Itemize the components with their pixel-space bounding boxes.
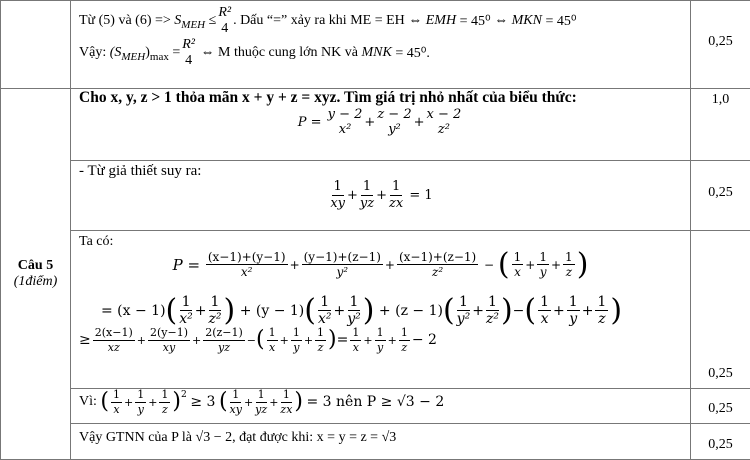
solution-cell <box>71 1 691 89</box>
numerator: 2(x−1) <box>93 327 135 341</box>
numerator: 1 <box>230 389 241 403</box>
numerator: R² <box>182 37 195 53</box>
score: 0,25 <box>691 161 750 231</box>
math: MEH <box>181 19 205 31</box>
numerator: 2(y−1) <box>148 327 190 341</box>
fraction <box>457 294 471 327</box>
score: 0,25 <box>691 231 750 389</box>
step-cell <box>71 389 691 424</box>
denominator: y <box>377 341 383 354</box>
math: + <box>364 115 375 130</box>
text: Vì: <box>79 394 97 410</box>
expression-line-1: P = $\frac{(x-1)+(y-1)}{\text{x²}}$ + $\frac{(y-1)+(z-1)}{\text{y²}}$ + $\frac{(x-1)+(z-1)}{\text{z²}}$ − ( $\frac{1}{x}$ + $\frac{1}{y}$ + $\frac{1}{z}$ ) <box>79 250 682 280</box>
inequality-line: Vì: ( $\frac{1}{x}$ + $\frac{1}{y}$ + $\frac{1}{z}$ ) $^2$ ≥ 3 ( $\frac{1}{xy}$ + $\frac{1}{yz}$ + $\frac{1}{zx}$ ) = 3 nên P ≥ √3 − 2 <box>79 389 682 416</box>
fraction <box>206 251 288 280</box>
math: = (x − 1) <box>101 303 166 319</box>
math: − <box>513 303 525 319</box>
denominator: z <box>162 403 168 416</box>
denominator: x² <box>318 311 332 327</box>
fraction <box>347 294 361 327</box>
question-points: (1điểm) <box>1 274 70 290</box>
fraction <box>595 294 608 327</box>
fraction <box>179 294 193 327</box>
math: = 3 nên P ≥ √3 − 2 <box>307 394 445 410</box>
text: . Dấu “=” xảy ra khi ME = EH <box>233 13 405 29</box>
denominator: z <box>401 341 407 354</box>
table-row <box>1 389 750 424</box>
denominator: x² <box>339 122 352 137</box>
math: (S <box>110 45 122 61</box>
math: ⇔ <box>408 13 422 29</box>
exponent: 2 <box>181 389 187 400</box>
numerator: 1 <box>281 389 292 403</box>
denominator: x <box>514 265 521 279</box>
numerator: R² <box>218 5 231 21</box>
fraction <box>111 389 122 416</box>
math: − <box>247 334 256 347</box>
numerator: 1 <box>318 294 331 311</box>
math: ≥ 3 <box>190 394 215 410</box>
fraction <box>315 327 326 354</box>
fraction <box>360 180 374 211</box>
denominator: zx <box>280 403 292 416</box>
math: = 45⁰ <box>545 13 576 30</box>
math: + <box>347 188 358 203</box>
numerator: (y−1)+(z−1) <box>302 251 383 266</box>
denominator: y <box>293 341 299 354</box>
numerator: y − 2 <box>328 107 363 122</box>
denominator: x <box>353 341 359 354</box>
fraction <box>397 251 478 280</box>
math: P = <box>298 115 322 130</box>
empty-cell <box>1 1 71 89</box>
conclusion-line-2 <box>79 37 682 69</box>
numerator: 1 <box>390 180 402 196</box>
math: + <box>414 115 425 130</box>
fraction <box>255 389 267 416</box>
math: max <box>150 51 169 63</box>
denominator: yz <box>360 196 374 211</box>
fraction <box>135 389 146 416</box>
fraction <box>209 294 222 327</box>
fraction <box>93 327 135 354</box>
numerator: 1 <box>375 327 386 341</box>
text: Từ (5) và (6) => <box>79 13 171 29</box>
fraction <box>486 294 499 327</box>
math: + <box>376 188 387 203</box>
fraction <box>159 389 170 416</box>
denominator: y² <box>336 265 348 279</box>
math: + (z − 1) <box>379 303 443 319</box>
table-row <box>1 161 750 231</box>
math: ≥ <box>79 332 91 348</box>
question-cell <box>1 89 71 460</box>
denominator: z <box>598 311 605 327</box>
fraction <box>318 294 332 327</box>
numerator: 1 <box>563 251 575 266</box>
numerator: 1 <box>348 294 361 311</box>
fraction <box>218 5 231 37</box>
math: = 1 <box>409 188 432 203</box>
denominator: x <box>113 403 119 416</box>
expression-p <box>79 107 682 137</box>
denominator: yz <box>255 403 267 416</box>
numerator: 1 <box>350 327 361 341</box>
problem-cell <box>71 89 691 161</box>
fraction <box>330 180 345 211</box>
numerator: x − 2 <box>427 107 462 122</box>
fraction <box>230 389 242 416</box>
numerator: 1 <box>111 389 122 403</box>
math: = 45⁰. <box>395 45 430 62</box>
question-label: Câu 5 <box>1 258 70 274</box>
numerator: z − 2 <box>377 107 411 122</box>
math: ⇔ <box>494 13 508 29</box>
fraction <box>399 327 410 354</box>
table-row <box>1 231 750 389</box>
fraction <box>538 294 551 327</box>
denominator: y² <box>457 311 471 327</box>
score: 0,25 <box>691 1 750 89</box>
denominator: y <box>540 265 547 279</box>
table-row <box>1 89 750 161</box>
denominator: xz <box>108 341 120 354</box>
angle: MKN <box>512 13 542 29</box>
numerator: 2(z−1) <box>203 327 245 341</box>
math: ) <box>145 45 150 61</box>
numerator: 1 <box>595 294 608 311</box>
denominator: y² <box>388 122 401 137</box>
conclusion-line-1 <box>79 5 682 37</box>
fraction <box>350 327 361 354</box>
angle: MNK <box>362 45 392 61</box>
step-cell <box>71 161 691 231</box>
numerator: (x−1)+(y−1) <box>206 251 288 266</box>
numerator: 1 <box>537 251 549 266</box>
denominator: z² <box>432 265 443 279</box>
math: + (y − 1) <box>240 303 305 319</box>
expression-hypothesis <box>79 180 682 211</box>
math: S <box>174 13 181 29</box>
denominator: x <box>541 311 549 327</box>
math: = <box>337 332 349 348</box>
denominator: z <box>318 341 324 354</box>
score: 0,25 <box>691 424 750 460</box>
math: − 2 <box>412 332 437 348</box>
denominator: z² <box>438 122 450 137</box>
denominator: y <box>569 311 577 327</box>
fraction <box>267 327 278 354</box>
step-cell <box>71 231 691 389</box>
expression-line-3: ≥ $\frac{2(x-1)}{xz}$ + $\frac{2(y-1)}{xy}$ + $\frac{2(z-1)}{yz}$ − ( $\frac{1}{x}$ + $\frac{1}{y}$ + $\frac{1}{z}$ ) = $\frac{1}{x}$ + $\frac{1}{y}$ + $\frac{1}{z}$ − 2 <box>79 327 682 354</box>
score: 0,25 <box>691 389 750 424</box>
problem-statement: Cho x, y, z > 1 thỏa mãn x + y + z = xyz. Tìm giá trị nhỏ nhất của biểu thức: <box>79 89 682 107</box>
fraction <box>291 327 302 354</box>
numerator: 1 <box>567 294 580 311</box>
numerator: 1 <box>267 327 278 341</box>
fraction <box>567 294 580 327</box>
math: P = <box>173 256 200 274</box>
math: = <box>172 45 180 61</box>
fraction <box>328 107 363 137</box>
numerator: 1 <box>209 294 222 311</box>
step-cell <box>71 424 691 460</box>
fraction <box>302 251 383 280</box>
numerator: 1 <box>361 180 373 196</box>
fraction <box>512 251 524 280</box>
fraction <box>537 251 549 280</box>
math: MEH <box>121 51 145 63</box>
numerator: 1 <box>399 327 410 341</box>
expression-line-2: = (x − 1) ( $\frac{1}{\text{x²}}$ + $\frac{1}{\text{z²}}$ ) + (y − 1) ( $\frac{1}{\text{x²}}$ + $\frac{1}{\text{y²}}$ ) + (z − 1) ( $\frac{1}{\text{y²}}$ + $\frac{1}{\text{z²}}$ ) − ( $\frac{1}{x}$ + $\frac{1}{y}$ + $\frac{1}{z}$ ) <box>79 294 682 327</box>
denominator: zx <box>389 196 403 211</box>
numerator: 1 <box>135 389 146 403</box>
denominator: z² <box>209 311 222 327</box>
angle: EMH <box>426 13 456 29</box>
math: − <box>484 258 494 272</box>
fraction <box>377 107 411 137</box>
numerator: 1 <box>315 327 326 341</box>
step-text: Ta có: <box>79 234 682 250</box>
numerator: 1 <box>538 294 551 311</box>
denominator: x² <box>179 311 193 327</box>
fraction <box>563 251 575 280</box>
denominator: yz <box>218 341 230 354</box>
denominator: x² <box>241 265 253 279</box>
denominator: 4 <box>219 21 230 37</box>
math: = 45⁰ <box>460 13 491 30</box>
numerator: 1 <box>512 251 524 266</box>
denominator: x <box>269 341 275 354</box>
numerator: 1 <box>256 389 267 403</box>
table-row <box>1 1 750 89</box>
final-answer: Vậy GTNN của P là √3 − 2, đạt được khi: x = y = z = √3 <box>79 430 682 446</box>
fraction <box>182 37 195 69</box>
denominator: 4 <box>183 53 194 69</box>
denominator: z² <box>486 311 499 327</box>
numerator: 1 <box>332 180 344 196</box>
numerator: 1 <box>291 327 302 341</box>
text: ⇔ M thuộc cung lớn NK và <box>201 45 359 61</box>
table-row <box>1 424 750 460</box>
denominator: z <box>566 265 572 279</box>
score: 1,0 <box>691 89 750 161</box>
denominator: y² <box>347 311 361 327</box>
numerator: 1 <box>180 294 193 311</box>
numerator: 1 <box>457 294 470 311</box>
fraction <box>280 389 292 416</box>
text: Vậy: <box>79 45 106 61</box>
fraction <box>375 327 386 354</box>
numerator: (x−1)+(z−1) <box>397 251 478 266</box>
fraction <box>427 107 462 137</box>
fraction <box>203 327 245 354</box>
fraction <box>148 327 190 354</box>
denominator: y <box>138 403 144 416</box>
numerator: 1 <box>159 389 170 403</box>
math: ≤ <box>209 13 217 29</box>
step-text: - Từ giả thiết suy ra: <box>79 163 682 180</box>
denominator: xy <box>230 403 242 416</box>
fraction <box>389 180 403 211</box>
numerator: 1 <box>486 294 499 311</box>
denominator: xy <box>330 196 345 211</box>
denominator: xy <box>163 341 175 354</box>
